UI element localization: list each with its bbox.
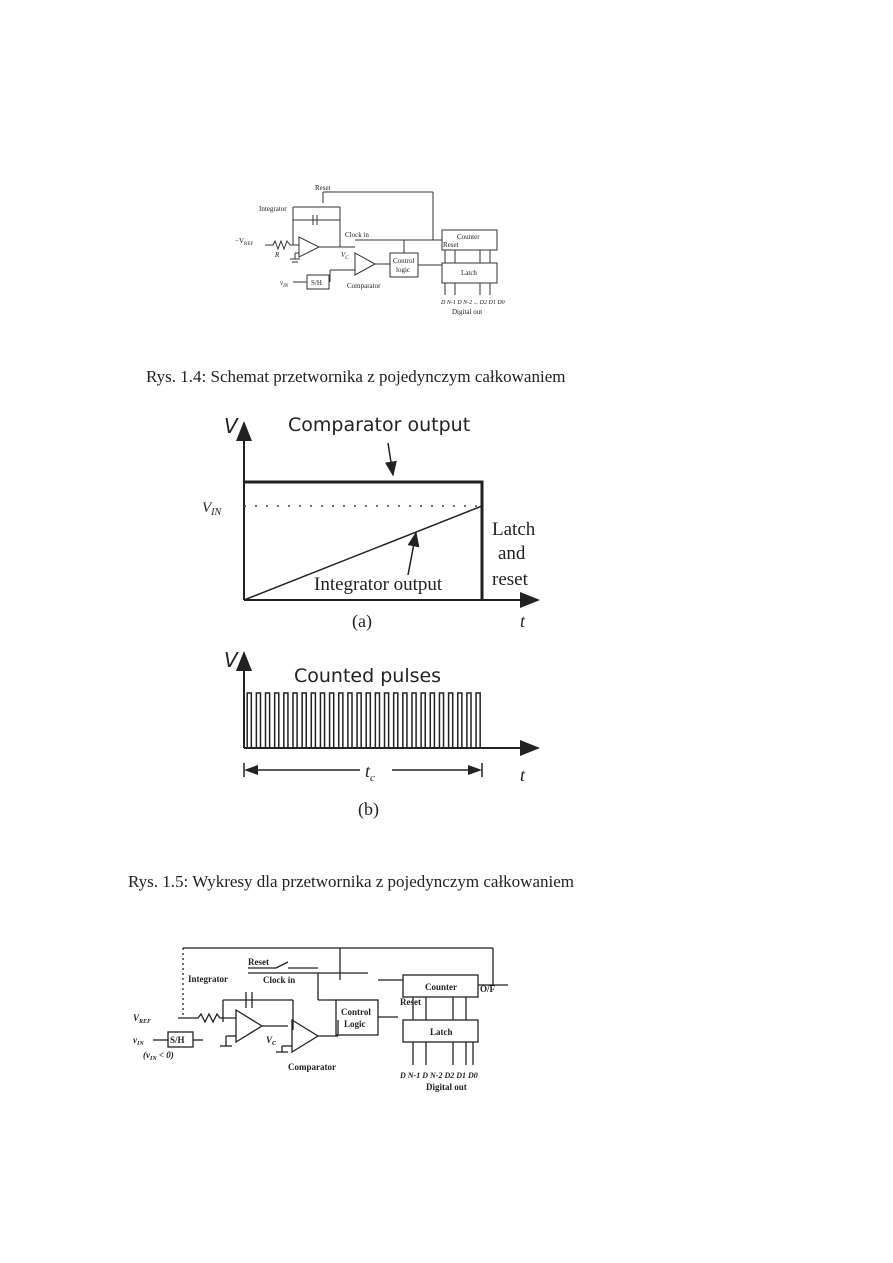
figure-3-schematic bbox=[128, 940, 528, 1110]
f1-control-label: Control bbox=[393, 257, 415, 265]
plot-a bbox=[202, 414, 538, 632]
plot-b-caption: (b) bbox=[358, 799, 379, 819]
and-label: and bbox=[498, 543, 526, 564]
f1-latch-label: Latch bbox=[461, 269, 477, 277]
f1-vref-label: $-V_{REF}$ bbox=[235, 237, 254, 247]
f1-comparator-label: Comparator bbox=[347, 282, 381, 290]
latch-label: Latch bbox=[492, 519, 536, 540]
f1-vin-label: $v_{IN}$ bbox=[280, 279, 289, 289]
pulse-waveform bbox=[244, 693, 482, 748]
f3-vref-label: $V_{REF}$ bbox=[133, 1013, 152, 1025]
f3-latch-label: Latch bbox=[430, 1027, 453, 1037]
f3-digital-out-label: Digital out bbox=[426, 1082, 467, 1092]
f1-reset-label: Reset bbox=[315, 185, 331, 192]
f3-vin-cond-label: $(v_{IN} < 0)$ bbox=[143, 1050, 174, 1062]
integrator-arrow bbox=[408, 533, 416, 575]
f1-counter-label: Counter bbox=[457, 233, 480, 241]
plot-b-t-label: t bbox=[520, 765, 526, 785]
f3-counter-reset-label: Reset bbox=[400, 997, 421, 1007]
f3-comparator-label: Comparator bbox=[288, 1062, 336, 1072]
comparator-output-label: Comparator output bbox=[288, 414, 471, 436]
figure-2-waveforms bbox=[180, 405, 570, 835]
reset-label: reset bbox=[492, 569, 528, 590]
f1-counter-reset-label: Reset bbox=[443, 241, 459, 249]
f1-clock-in-label: Clock in bbox=[345, 231, 369, 239]
f3-vc-label: $V_C$ bbox=[266, 1035, 277, 1047]
f1-digital-out-label: Digital out bbox=[452, 308, 483, 316]
caption-figure-1-4: Rys. 1.4: Schemat przetwornika z pojedynczym całkowaniem bbox=[146, 367, 566, 386]
comparator-arrow bbox=[388, 443, 393, 475]
f3-of-label: O/F bbox=[480, 984, 495, 994]
counted-pulses-label: Counted pulses bbox=[294, 665, 442, 687]
f3-control-label: Control bbox=[341, 1007, 371, 1017]
plot-a-t-label: t bbox=[520, 611, 526, 631]
f3-reset-label: Reset bbox=[248, 957, 269, 967]
plot-b bbox=[224, 648, 538, 820]
figure-1-schematic bbox=[235, 185, 525, 320]
f3-vin-label: $v_{IN}$ bbox=[133, 1035, 144, 1047]
f3-sh-label: S/H bbox=[170, 1035, 185, 1045]
plot-b-v-label: V bbox=[224, 648, 238, 672]
counted-pulses-train bbox=[244, 693, 482, 748]
f3-clock-in-label: Clock in bbox=[263, 975, 296, 985]
f1-dbits-label: D N-1 D N-2 ... D2 D1 D0 bbox=[441, 300, 505, 306]
integrator-output-label: Integrator output bbox=[314, 574, 443, 595]
tc-label: $t_c$ bbox=[365, 761, 375, 784]
f1-r-label: R bbox=[275, 251, 280, 259]
f1-logic-label: logic bbox=[396, 266, 410, 274]
plot-a-v-label: V bbox=[224, 414, 238, 438]
f3-logic-label: Logic bbox=[344, 1019, 366, 1029]
f3-counter-label: Counter bbox=[425, 982, 457, 992]
f3-dbits-label: D N-1 D N-2 D2 D1 D0 bbox=[400, 1071, 478, 1080]
plot-a-vin-label: $V_{IN}$ bbox=[202, 500, 222, 518]
f1-vc-label: $V_C$ bbox=[341, 251, 349, 261]
plot-a-caption: (a) bbox=[352, 611, 372, 631]
caption-figure-1-5: Rys. 1.5: Wykresy dla przetwornika z pojedynczym całkowaniem bbox=[128, 872, 574, 891]
f3-integrator-label: Integrator bbox=[188, 974, 228, 984]
f1-sh-label: S/H bbox=[311, 279, 322, 287]
f1-integrator-label: Integrator bbox=[259, 205, 287, 213]
